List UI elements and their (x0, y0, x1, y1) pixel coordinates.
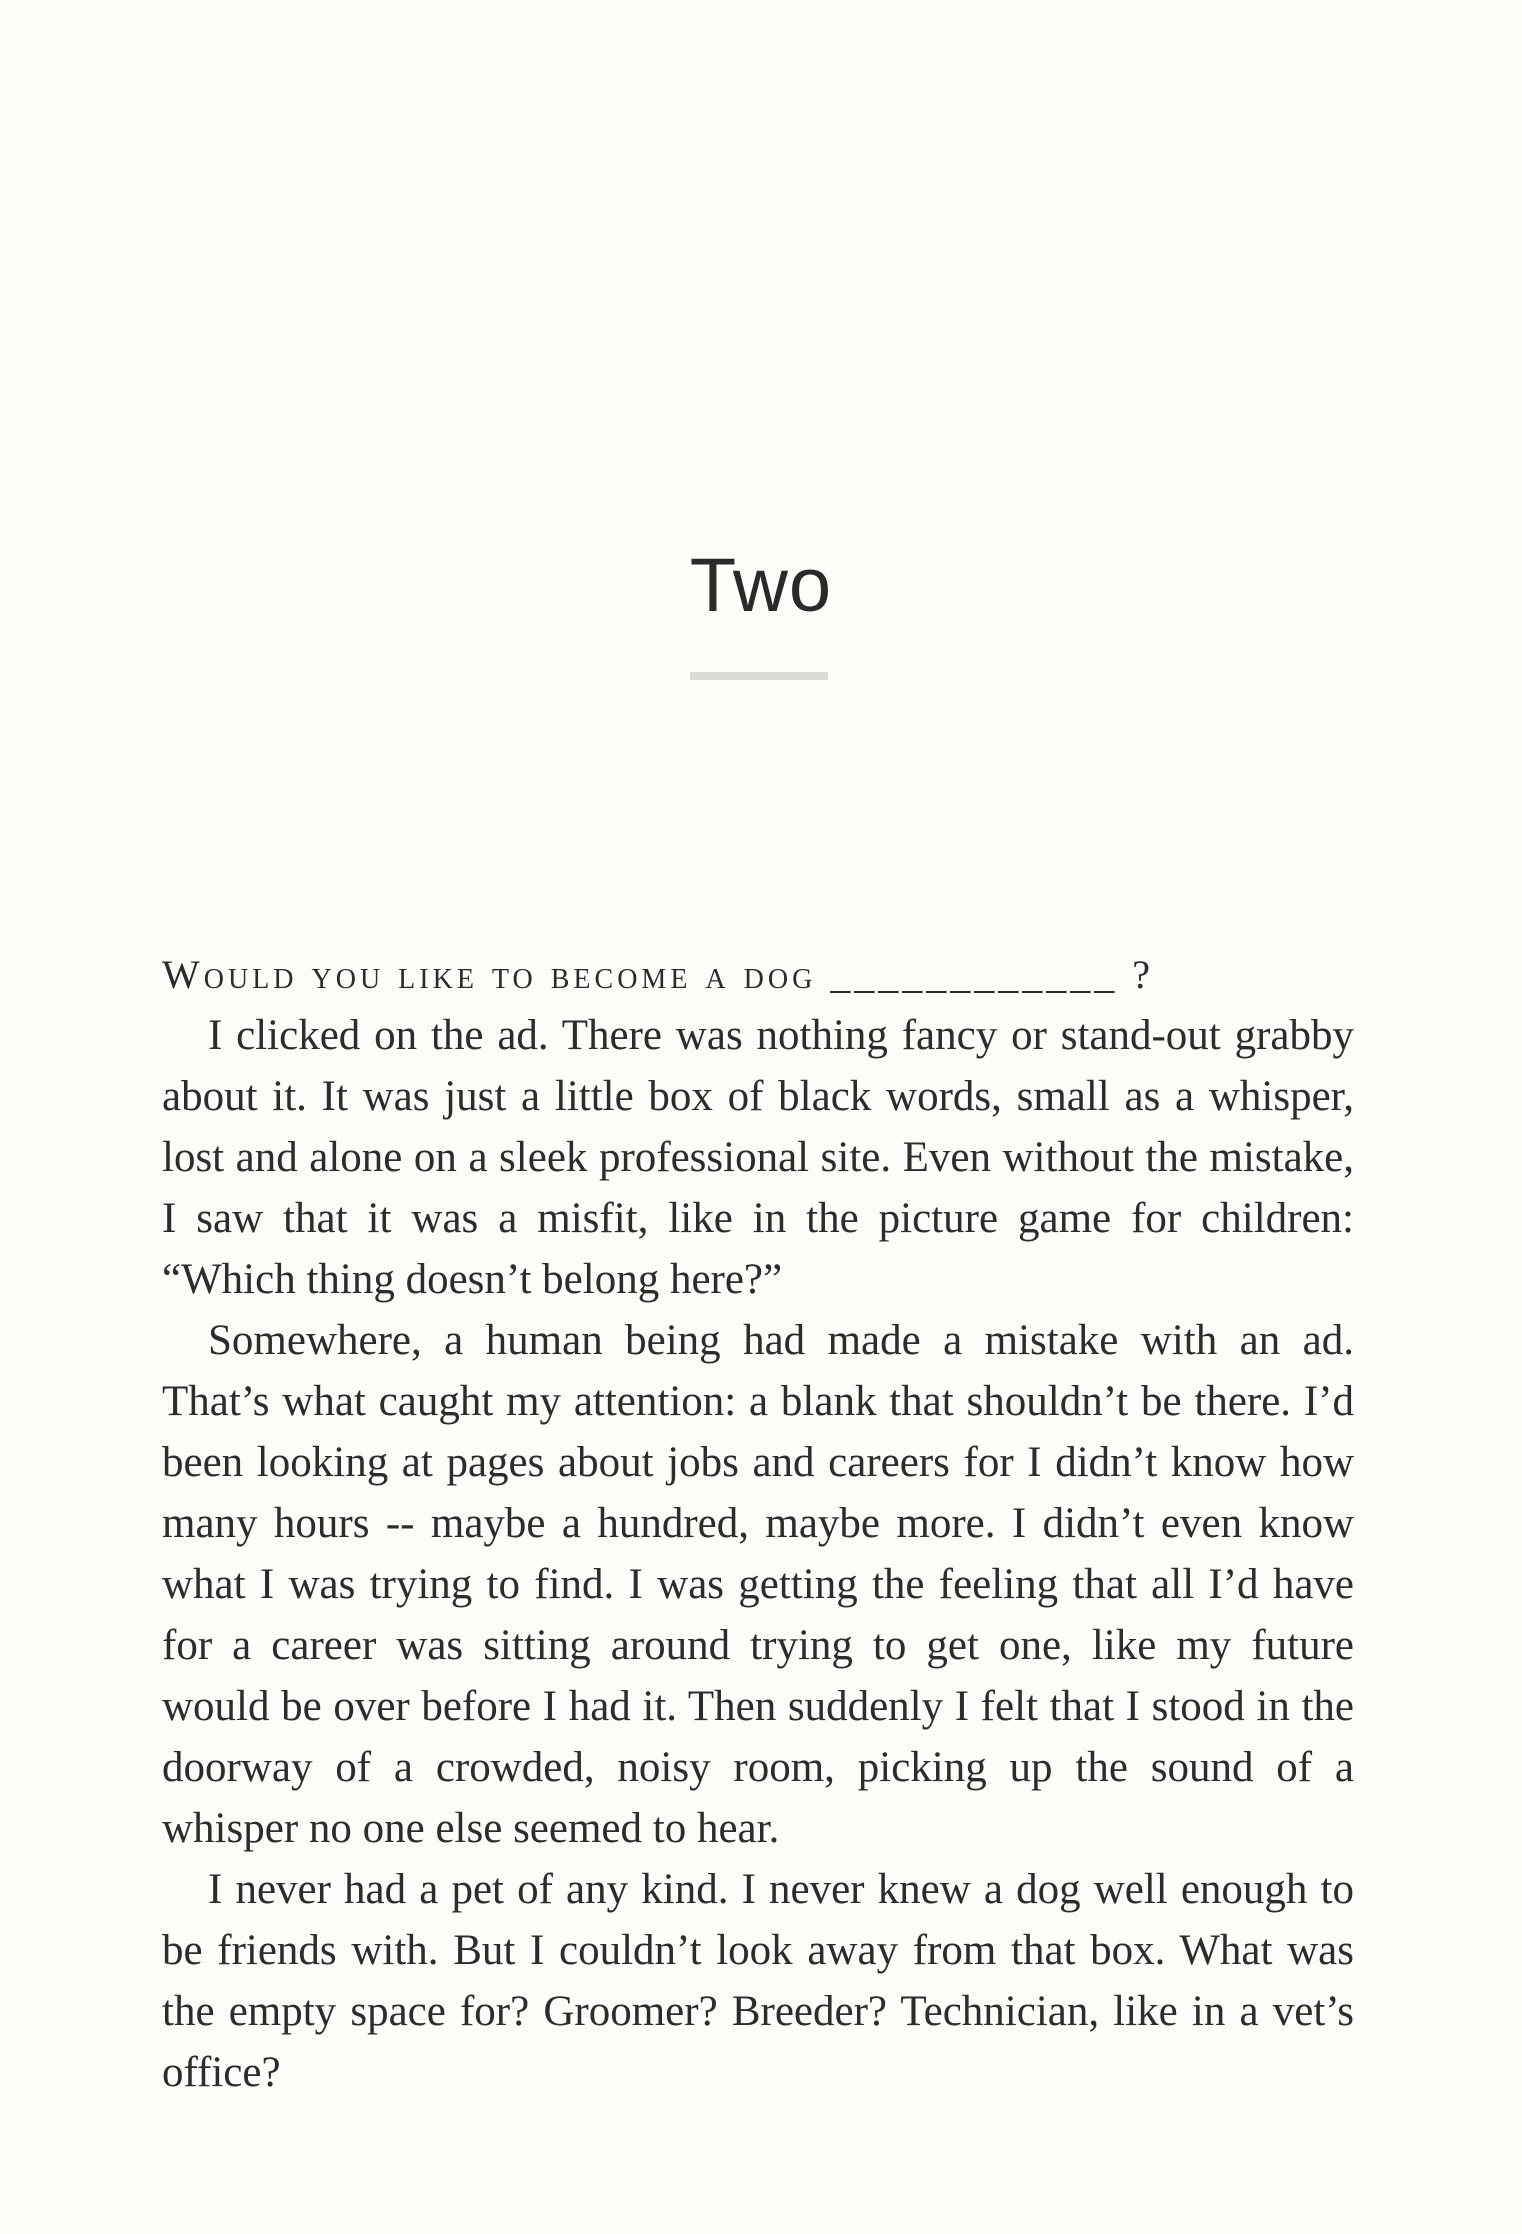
title-rule (690, 672, 828, 680)
chapter-title: Two (689, 543, 833, 628)
paragraph: I never had a pet of any kind. I never knew a dog well enough to be friends with. But I couldn’t look away from that box. What was the empty space for? Groomer? Breeder? Technician, like in a vet’s office? (162, 1866, 1354, 2096)
opening-line: Would you like to become a dog ____________ ? (162, 952, 1155, 997)
paragraph: I clicked on the ad. There was nothing fancy or stand-out grabby about it. It was just a little box of black words, small as a whisper, lost and alone on a sleek professional site. Even without the mistake, I saw that it was a misfit, like in the picture game for children: “Which thing doesn’t belong here?” (162, 1012, 1354, 1303)
paragraph: Somewhere, a human being had made a mistake with an ad. That’s what caught my attention: a blank that shouldn’t be there. I’d been looking at pages about jobs and careers for I didn’t know how many hours -- maybe a hundred, maybe more. I didn’t even know what I was trying to find. I was getting the feeling that all I’d have for a career was sitting around trying to get one, like my future would be over before I had it. Then suddenly I felt that I stood in the doorway of a crowded, noisy room, picking up the sound of a whisper no one else seemed to hear. (162, 1317, 1354, 1852)
chapter-body (162, 944, 1354, 2103)
